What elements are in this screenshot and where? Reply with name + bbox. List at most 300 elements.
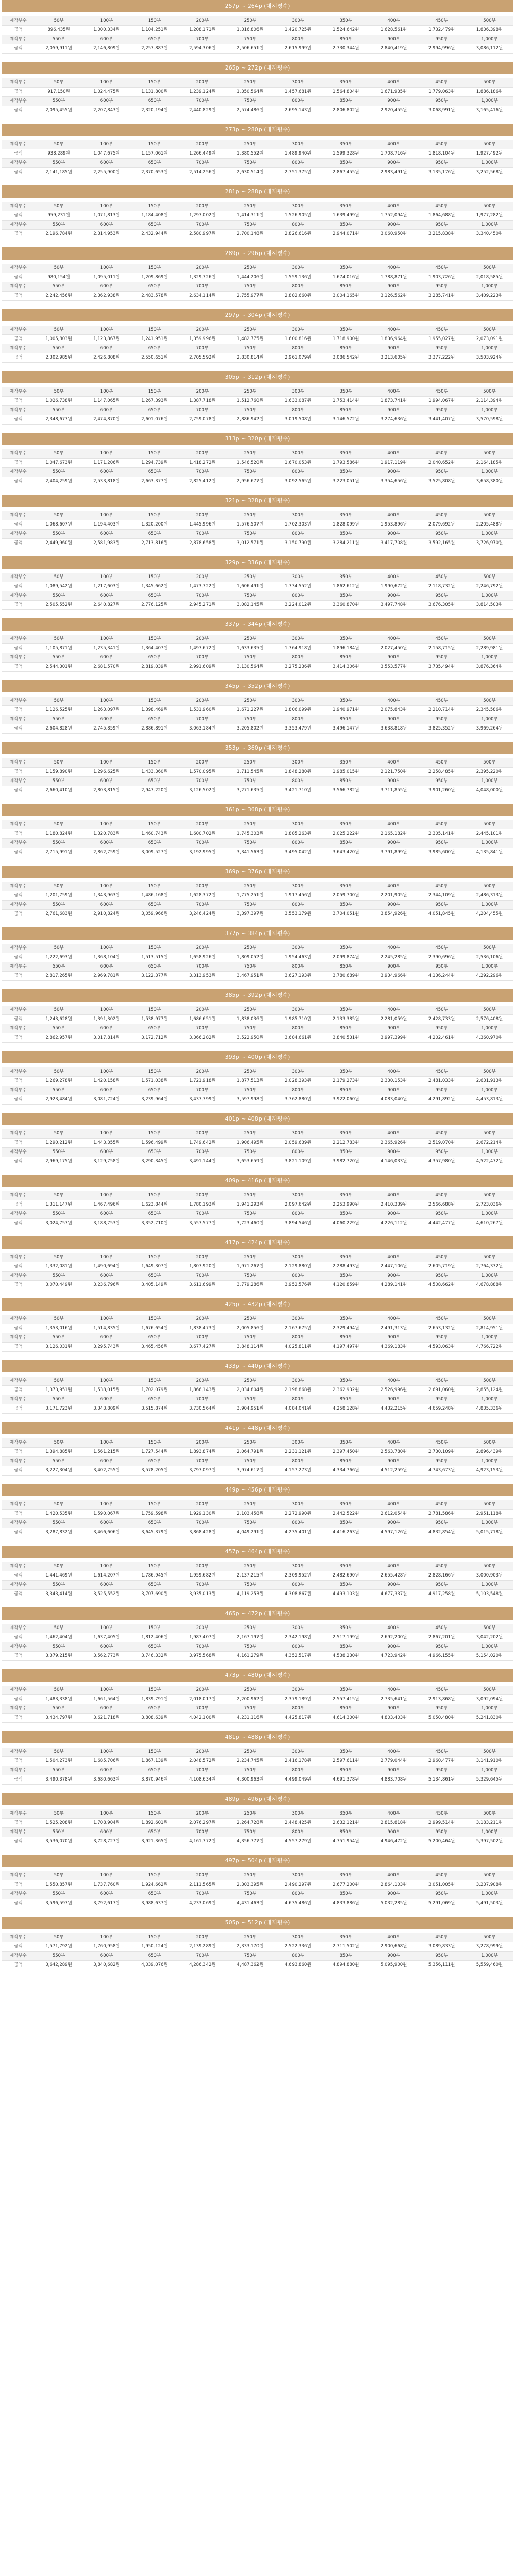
price-cell: 1,764,918원 <box>274 644 322 653</box>
row-label: 금액 <box>2 1343 35 1352</box>
price-cell: 2,379,189원 <box>274 1695 322 1704</box>
quantity-cell: 550부 <box>35 1086 83 1095</box>
price-cell: 4,610,267원 <box>466 1219 513 1228</box>
price-row <box>2 149 513 159</box>
price-row <box>2 1404 513 1414</box>
row-label: 금액 <box>2 292 35 301</box>
quantity-cell: 850부 <box>322 344 370 353</box>
price-section <box>2 62 513 119</box>
price-cell: 3,239,964원 <box>130 1095 178 1105</box>
quantity-cell: 200부 <box>178 1562 226 1571</box>
price-cell: 1,954,463원 <box>274 953 322 962</box>
quantity-cell: 800부 <box>274 97 322 106</box>
price-cell: 2,114,394원 <box>466 397 513 406</box>
price-cell: 3,092,094원 <box>466 1695 513 1704</box>
quantity-cell: 650부 <box>130 35 178 44</box>
price-row <box>2 1590 513 1599</box>
quantity-cell: 650부 <box>130 1519 178 1528</box>
quantity-row <box>2 1748 513 1757</box>
row-label: 금액 <box>2 44 35 54</box>
price-cell: 3,366,282원 <box>178 1033 226 1043</box>
quantity-cell: 100부 <box>83 1438 131 1448</box>
quantity-cell: 350부 <box>322 1933 370 1942</box>
section-title-bar: 289p ~ 296p (대지평수) <box>2 247 513 260</box>
price-cell: 3,570,598원 <box>466 415 513 425</box>
price-row <box>2 910 513 919</box>
price-cell: 1,628,561원 <box>370 26 418 35</box>
quantity-cell: 350부 <box>322 16 370 26</box>
price-cell: 2,448,425원 <box>274 1819 322 1828</box>
quantity-cell: 750부 <box>226 344 274 353</box>
price-cell: 1,269,278원 <box>35 1077 83 1086</box>
price-cell: 4,442,477원 <box>418 1219 466 1228</box>
row-label: 제작부수 <box>2 1457 35 1466</box>
price-cell: 4,508,662원 <box>418 1281 466 1290</box>
price-cell: 4,923,153원 <box>466 1466 513 1476</box>
price-cell: 1,760,958원 <box>83 1942 131 1952</box>
price-row <box>2 1219 513 1228</box>
quantity-row <box>2 1809 513 1819</box>
price-cell: 3,059,966원 <box>130 910 178 919</box>
price-cell: 4,723,942원 <box>370 1652 418 1661</box>
price-cell: 3,848,114원 <box>226 1343 274 1352</box>
quantity-cell: 100부 <box>83 573 131 582</box>
quantity-row <box>2 1871 513 1880</box>
price-cell: 3,441,407원 <box>418 415 466 425</box>
quantity-cell: 250부 <box>226 1129 274 1139</box>
row-label: 제작부수 <box>2 715 35 724</box>
price-cell: 3,130,564원 <box>226 663 274 672</box>
quantity-cell: 450부 <box>418 1067 466 1077</box>
price-cell: 3,491,144원 <box>178 1157 226 1166</box>
row-label: 금액 <box>2 520 35 530</box>
quantity-cell: 50부 <box>35 1067 83 1077</box>
quantity-row <box>2 1253 513 1262</box>
quantity-cell: 850부 <box>322 97 370 106</box>
price-table <box>2 1438 513 1476</box>
price-cell: 3,405,149원 <box>130 1281 178 1290</box>
price-cell: 1,670,053원 <box>274 459 322 468</box>
price-cell: 2,490,297원 <box>274 1880 322 1890</box>
quantity-cell: 550부 <box>35 406 83 415</box>
quantity-cell: 350부 <box>322 264 370 273</box>
price-cell: 1,159,890원 <box>35 768 83 777</box>
quantity-cell: 250부 <box>226 511 274 520</box>
quantity-row <box>2 962 513 972</box>
quantity-cell: 900부 <box>370 159 418 168</box>
price-cell: 1,614,207원 <box>83 1571 131 1581</box>
quantity-row <box>2 221 513 230</box>
price-table <box>2 1686 513 1723</box>
quantity-cell: 200부 <box>178 387 226 397</box>
quantity-cell: 300부 <box>274 820 322 829</box>
price-cell: 2,200,962원 <box>226 1695 274 1704</box>
quantity-cell: 800부 <box>274 901 322 910</box>
price-cell: 2,281,059원 <box>370 1015 418 1024</box>
price-cell: 2,258,485원 <box>418 768 466 777</box>
quantity-cell: 1,000부 <box>466 1828 513 1837</box>
quantity-row <box>2 1890 513 1899</box>
quantity-cell: 850부 <box>322 1272 370 1281</box>
price-row <box>2 1281 513 1290</box>
quantity-cell: 200부 <box>178 1191 226 1200</box>
row-label: 금액 <box>2 848 35 857</box>
quantity-cell: 600부 <box>83 1024 131 1033</box>
price-cell: 4,512,259원 <box>370 1466 418 1476</box>
quantity-row <box>2 1952 513 1961</box>
price-cell: 4,119,253원 <box>226 1590 274 1599</box>
price-cell: 1,737,760원 <box>83 1880 131 1890</box>
quantity-cell: 800부 <box>274 530 322 539</box>
quantity-cell: 250부 <box>226 1067 274 1077</box>
quantity-cell: 650부 <box>130 159 178 168</box>
quantity-cell: 400부 <box>370 140 418 149</box>
price-cell: 1,380,552원 <box>226 149 274 159</box>
price-table <box>2 1933 513 1970</box>
price-cell: 2,969,175원 <box>35 1157 83 1166</box>
quantity-cell: 150부 <box>130 1315 178 1324</box>
quantity-cell: 50부 <box>35 1129 83 1139</box>
price-cell: 2,179,273원 <box>322 1077 370 1086</box>
price-cell: 1,104,251원 <box>130 26 178 35</box>
quantity-row <box>2 140 513 149</box>
quantity-cell: 300부 <box>274 1933 322 1942</box>
quantity-cell: 150부 <box>130 511 178 520</box>
quantity-cell: 400부 <box>370 820 418 829</box>
row-label: 제작부수 <box>2 1933 35 1942</box>
quantity-cell: 650부 <box>130 1952 178 1961</box>
quantity-cell: 250부 <box>226 16 274 26</box>
price-cell: 3,921,365원 <box>130 1837 178 1846</box>
quantity-cell: 850부 <box>322 962 370 972</box>
price-cell: 1,241,951원 <box>130 335 178 344</box>
price-cell: 2,526,996원 <box>370 1386 418 1395</box>
quantity-cell: 650부 <box>130 777 178 786</box>
quantity-cell: 800부 <box>274 1581 322 1590</box>
quantity-cell: 1,000부 <box>466 962 513 972</box>
quantity-cell: 200부 <box>178 882 226 891</box>
price-row <box>2 1139 513 1148</box>
quantity-cell: 900부 <box>370 839 418 848</box>
quantity-cell: 250부 <box>226 1377 274 1386</box>
price-cell: 3,414,306원 <box>322 663 370 672</box>
quantity-cell: 650부 <box>130 1086 178 1095</box>
quantity-cell: 900부 <box>370 530 418 539</box>
price-cell: 4,334,766원 <box>322 1466 370 1476</box>
price-cell: 2,826,616원 <box>274 230 322 239</box>
price-cell: 4,946,472원 <box>370 1837 418 1846</box>
price-cell: 1,483,338원 <box>35 1695 83 1704</box>
quantity-cell: 600부 <box>83 653 131 663</box>
price-cell: 3,126,031원 <box>35 1343 83 1352</box>
row-label: 금액 <box>2 1528 35 1537</box>
quantity-cell: 350부 <box>322 202 370 211</box>
quantity-row <box>2 97 513 106</box>
quantity-cell: 400부 <box>370 78 418 88</box>
quantity-cell: 900부 <box>370 1890 418 1899</box>
price-cell: 2,840,419원 <box>370 44 418 54</box>
price-cell: 3,402,755원 <box>83 1466 131 1476</box>
row-label: 금액 <box>2 1262 35 1272</box>
price-cell: 1,089,542원 <box>35 582 83 591</box>
quantity-cell: 650부 <box>130 344 178 353</box>
quantity-cell: 800부 <box>274 1210 322 1219</box>
section-title-bar: 369p ~ 376p (대지평수) <box>2 866 513 878</box>
quantity-cell: 950부 <box>418 1766 466 1775</box>
quantity-cell: 500부 <box>466 1067 513 1077</box>
price-cell: 2,751,375원 <box>274 168 322 177</box>
price-cell: 3,597,998원 <box>226 1095 274 1105</box>
section-title-bar: 353p ~ 360p (대지평수) <box>2 742 513 754</box>
price-cell: 4,258,128원 <box>322 1404 370 1414</box>
price-row <box>2 829 513 839</box>
price-cell: 2,146,809원 <box>83 44 131 54</box>
quantity-cell: 600부 <box>83 777 131 786</box>
quantity-cell: 300부 <box>274 1315 322 1324</box>
price-cell: 1,343,963원 <box>83 891 131 901</box>
quantity-cell: 300부 <box>274 1686 322 1695</box>
price-cell: 2,432,944원 <box>130 230 178 239</box>
quantity-cell: 450부 <box>418 1500 466 1510</box>
price-cell: 4,084,041원 <box>274 1404 322 1414</box>
quantity-cell: 500부 <box>466 1809 513 1819</box>
price-cell: 1,623,844원 <box>130 1200 178 1210</box>
price-cell: 1,222,693원 <box>35 953 83 962</box>
quantity-cell: 450부 <box>418 758 466 768</box>
quantity-cell: 50부 <box>35 820 83 829</box>
price-section <box>2 927 513 985</box>
quantity-cell: 150부 <box>130 449 178 459</box>
quantity-cell: 350부 <box>322 882 370 891</box>
quantity-cell: 1,000부 <box>466 1024 513 1033</box>
quantity-cell: 700부 <box>178 1704 226 1714</box>
row-label: 금액 <box>2 829 35 839</box>
quantity-cell: 300부 <box>274 1871 322 1880</box>
price-cell: 2,111,565원 <box>178 1880 226 1890</box>
price-cell: 2,314,953원 <box>83 230 131 239</box>
quantity-row <box>2 901 513 910</box>
price-table <box>2 1748 513 1785</box>
quantity-cell: 400부 <box>370 1067 418 1077</box>
price-table <box>2 1500 513 1537</box>
price-cell: 5,154,020원 <box>466 1652 513 1661</box>
price-cell: 2,867,455원 <box>322 168 370 177</box>
quantity-cell: 900부 <box>370 591 418 601</box>
quantity-cell: 400부 <box>370 1871 418 1880</box>
quantity-cell: 800부 <box>274 1024 322 1033</box>
quantity-cell: 600부 <box>83 1704 131 1714</box>
row-label: 제작부수 <box>2 387 35 397</box>
price-cell: 4,538,230원 <box>322 1652 370 1661</box>
price-cell: 2,303,395원 <box>226 1880 274 1890</box>
quantity-cell: 100부 <box>83 697 131 706</box>
price-table <box>2 1191 513 1228</box>
quantity-cell: 200부 <box>178 1438 226 1448</box>
quantity-cell: 200부 <box>178 1067 226 1077</box>
price-cell: 1,353,016원 <box>35 1324 83 1333</box>
price-row <box>2 1899 513 1908</box>
price-cell: 3,726,970원 <box>466 539 513 548</box>
price-cell: 2,828,166원 <box>418 1571 466 1581</box>
quantity-cell: 750부 <box>226 1210 274 1219</box>
price-cell: 2,605,719원 <box>418 1262 466 1272</box>
quantity-cell: 200부 <box>178 511 226 520</box>
row-label: 금액 <box>2 768 35 777</box>
price-cell: 3,982,720원 <box>322 1157 370 1166</box>
price-cell: 2,505,552원 <box>35 601 83 610</box>
price-section <box>2 1051 513 1108</box>
quantity-cell: 1,000부 <box>466 1890 513 1899</box>
quantity-cell: 750부 <box>226 715 274 724</box>
quantity-cell: 600부 <box>83 715 131 724</box>
price-cell: 3,536,070원 <box>35 1837 83 1846</box>
price-section <box>2 1669 513 1726</box>
row-label: 금액 <box>2 1590 35 1599</box>
row-label: 금액 <box>2 273 35 282</box>
price-cell: 4,917,258원 <box>418 1590 466 1599</box>
quantity-cell: 950부 <box>418 901 466 910</box>
quantity-cell: 950부 <box>418 159 466 168</box>
price-cell: 1,345,662원 <box>130 582 178 591</box>
price-cell: 2,103,458원 <box>226 1510 274 1519</box>
price-row <box>2 1714 513 1723</box>
price-cell: 3,353,479원 <box>274 724 322 734</box>
quantity-cell: 500부 <box>466 1624 513 1633</box>
quantity-row <box>2 1933 513 1942</box>
quantity-cell: 600부 <box>83 839 131 848</box>
quantity-cell: 150부 <box>130 1871 178 1880</box>
price-cell: 2,164,185원 <box>466 459 513 468</box>
price-cell: 2,416,178원 <box>274 1757 322 1766</box>
quantity-cell: 900부 <box>370 1828 418 1837</box>
price-cell: 4,120,859원 <box>322 1281 370 1290</box>
price-row <box>2 1095 513 1105</box>
quantity-cell: 950부 <box>418 406 466 415</box>
price-cell: 2,076,297원 <box>178 1819 226 1828</box>
quantity-cell: 250부 <box>226 1006 274 1015</box>
section-title-bar: 457p ~ 464p (대지평수) <box>2 1546 513 1558</box>
row-label: 제작부수 <box>2 1642 35 1652</box>
quantity-cell: 650부 <box>130 221 178 230</box>
quantity-cell: 650부 <box>130 1024 178 1033</box>
section-title-bar: 465p ~ 472p (대지평수) <box>2 1607 513 1620</box>
price-cell: 1,576,507원 <box>226 520 274 530</box>
quantity-cell: 600부 <box>83 1148 131 1157</box>
quantity-cell: 500부 <box>466 140 513 149</box>
price-cell: 1,571,038원 <box>130 1077 178 1086</box>
price-cell: 4,803,403원 <box>370 1714 418 1723</box>
quantity-cell: 250부 <box>226 573 274 582</box>
price-cell: 2,576,408원 <box>466 1015 513 1024</box>
row-label: 제작부수 <box>2 820 35 829</box>
quantity-cell: 700부 <box>178 777 226 786</box>
quantity-cell: 1,000부 <box>466 839 513 848</box>
price-cell: 4,233,069원 <box>178 1899 226 1908</box>
quantity-cell: 100부 <box>83 511 131 520</box>
price-cell: 2,048,572원 <box>178 1757 226 1766</box>
quantity-cell: 1,000부 <box>466 1952 513 1961</box>
quantity-row <box>2 406 513 415</box>
quantity-cell: 100부 <box>83 1933 131 1942</box>
quantity-cell: 400부 <box>370 1315 418 1324</box>
row-label: 제작부수 <box>2 16 35 26</box>
quantity-row <box>2 1581 513 1590</box>
price-cell: 1,839,791원 <box>130 1695 178 1704</box>
quantity-cell: 100부 <box>83 944 131 953</box>
price-cell: 3,165,416원 <box>466 106 513 115</box>
row-label: 금액 <box>2 1281 35 1290</box>
quantity-row <box>2 264 513 273</box>
quantity-cell: 300부 <box>274 758 322 768</box>
price-cell: 2,079,692원 <box>418 520 466 530</box>
price-cell: 3,825,352원 <box>418 724 466 734</box>
row-label: 금액 <box>2 1652 35 1661</box>
price-table <box>2 16 513 54</box>
quantity-row <box>2 1766 513 1775</box>
quantity-cell: 800부 <box>274 1272 322 1281</box>
price-cell: 4,161,772원 <box>178 1837 226 1846</box>
quantity-cell: 50부 <box>35 944 83 953</box>
price-cell: 3,592,165원 <box>418 539 466 548</box>
price-cell: 4,292,296원 <box>466 972 513 981</box>
price-section <box>2 495 513 552</box>
quantity-cell: 250부 <box>226 1686 274 1695</box>
quantity-row <box>2 1828 513 1837</box>
quantity-cell: 350부 <box>322 944 370 953</box>
row-label: 금액 <box>2 1695 35 1704</box>
price-section <box>2 1298 513 1355</box>
row-label: 제작부수 <box>2 1210 35 1219</box>
quantity-cell: 450부 <box>418 1562 466 1571</box>
section-title-bar: 449p ~ 456p (대지평수) <box>2 1484 513 1496</box>
quantity-cell: 50부 <box>35 882 83 891</box>
price-cell: 3,680,663원 <box>83 1775 131 1785</box>
quantity-cell: 900부 <box>370 1210 418 1219</box>
price-cell: 3,988,637원 <box>130 1899 178 1908</box>
price-cell: 1,047,673원 <box>35 459 83 468</box>
price-cell: 2,945,271원 <box>178 601 226 610</box>
price-cell: 1,917,456원 <box>274 891 322 901</box>
quantity-cell: 550부 <box>35 1210 83 1219</box>
price-cell: 4,235,401원 <box>274 1528 322 1537</box>
price-table <box>2 1253 513 1290</box>
price-cell: 3,188,753원 <box>83 1219 131 1228</box>
price-cell: 3,658,380원 <box>466 477 513 486</box>
quantity-cell: 550부 <box>35 1395 83 1404</box>
quantity-cell: 450부 <box>418 820 466 829</box>
price-cell: 1,047,675원 <box>83 149 131 159</box>
quantity-cell: 100부 <box>83 202 131 211</box>
price-cell: 4,487,362원 <box>226 1961 274 1970</box>
price-cell: 2,862,759원 <box>83 848 131 857</box>
price-cell: 4,136,244원 <box>418 972 466 981</box>
quantity-cell: 450부 <box>418 1748 466 1757</box>
price-cell: 4,691,378원 <box>322 1775 370 1785</box>
row-label: 금액 <box>2 1077 35 1086</box>
quantity-cell: 500부 <box>466 1500 513 1510</box>
quantity-cell: 300부 <box>274 1438 322 1448</box>
quantity-cell: 900부 <box>370 1333 418 1343</box>
quantity-cell: 600부 <box>83 221 131 230</box>
quantity-cell: 350부 <box>322 1624 370 1633</box>
quantity-cell: 250부 <box>226 140 274 149</box>
row-label: 제작부수 <box>2 530 35 539</box>
price-cell: 1,749,642원 <box>178 1139 226 1148</box>
price-cell: 1,893,874원 <box>178 1448 226 1457</box>
price-cell: 1,985,015원 <box>322 768 370 777</box>
quantity-cell: 950부 <box>418 1581 466 1590</box>
row-label: 제작부수 <box>2 1129 35 1139</box>
